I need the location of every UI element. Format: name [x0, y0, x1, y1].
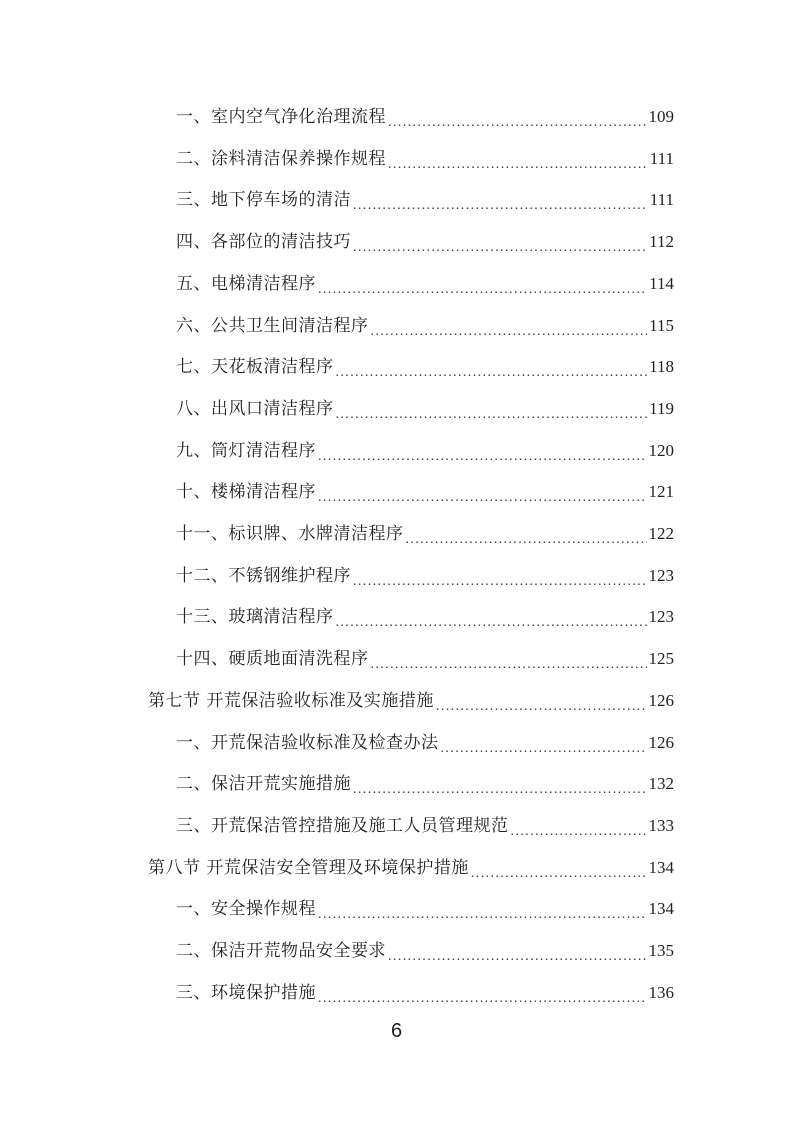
toc-entry[interactable]: [176, 388, 674, 430]
toc-entry-title: 第七节 开荒保洁验收标准及实施措施: [148, 690, 434, 711]
dot-leader: [388, 96, 647, 138]
dot-leader: [336, 596, 647, 638]
toc-entry-title: 二、涂料清洁保养操作规程: [176, 148, 386, 169]
dot-leader: [406, 513, 647, 555]
toc-entry-page: 123: [648, 565, 674, 585]
dot-leader: [336, 346, 648, 388]
toc-section-entry[interactable]: [148, 680, 674, 722]
toc-entry-title: 五、电梯清洁程序: [176, 273, 316, 294]
dot-leader: [388, 930, 647, 972]
toc-entry-title: 六、公共卫生间清洁程序: [176, 315, 369, 336]
dot-leader: [471, 847, 647, 889]
toc-entry[interactable]: [176, 722, 674, 764]
toc-entry-title: 三、地下停车场的清洁: [176, 190, 351, 211]
toc-entry-page: 135: [648, 941, 674, 960]
dot-leader: [318, 263, 647, 305]
dot-leader: [318, 430, 647, 472]
toc-entry[interactable]: [176, 596, 674, 638]
toc-entry[interactable]: [176, 430, 674, 472]
toc-entry-page: 134: [648, 899, 674, 919]
dot-leader: [511, 805, 647, 847]
toc-entry-page: 125: [648, 649, 674, 669]
toc-entry-title: 一、安全操作规程: [176, 899, 316, 920]
toc-entry-page: 115: [649, 315, 674, 335]
toc-entry[interactable]: [176, 138, 674, 180]
toc-entry-title: 三、环境保护措施: [176, 982, 316, 1003]
toc-entry-title: 七、天花板清洁程序: [176, 357, 334, 378]
dot-leader: [318, 471, 647, 513]
toc-entry[interactable]: [176, 888, 674, 930]
toc-entry[interactable]: [176, 346, 674, 388]
dot-leader: [318, 972, 647, 1014]
toc-entry-title: 第八节 开荒保洁安全管理及环境保护措施: [148, 857, 469, 878]
dot-leader: [353, 763, 647, 805]
toc-entry-title: 十二、不锈钢维护程序: [176, 565, 351, 586]
toc-entry-page: 132: [648, 774, 674, 794]
toc-entry[interactable]: [176, 972, 674, 1014]
toc-entry-title: 十四、硬质地面清洗程序: [176, 649, 369, 670]
dot-leader: [318, 888, 647, 930]
toc-entry-page: 114: [649, 273, 674, 293]
toc-entry-title: 十三、玻璃清洁程序: [176, 607, 334, 628]
toc-entry-title: 十、楼梯清洁程序: [176, 482, 316, 503]
toc-entry-page: 119: [649, 398, 674, 418]
toc-entry-page: 126: [648, 690, 674, 710]
dot-leader: [441, 722, 647, 764]
toc-entry-page: 126: [648, 732, 674, 752]
toc-entry-page: 134: [648, 857, 674, 877]
dot-leader: [388, 138, 648, 180]
toc-entry[interactable]: [176, 555, 674, 597]
toc-entry-page: 120: [648, 440, 674, 460]
toc-entry-page: 133: [648, 815, 674, 835]
toc-entry-page: 136: [648, 982, 674, 1002]
toc-entry[interactable]: [176, 805, 674, 847]
toc-entry-title: 四、各部位的清洁技巧: [176, 232, 351, 253]
toc-entry-page: 109: [648, 107, 674, 126]
toc-entry-title: 二、保洁开荒实施措施: [176, 774, 351, 795]
page-number: 6: [390, 1020, 403, 1042]
dot-leader: [436, 680, 647, 722]
toc-entry-page: 123: [648, 607, 674, 627]
toc-entry-title: 一、室内空气净化治理流程: [176, 107, 386, 127]
dot-leader: [371, 305, 648, 347]
dot-leader: [353, 179, 648, 221]
toc-entry-title: 二、保洁开荒物品安全要求: [176, 941, 386, 961]
toc-entry-page: 121: [648, 482, 674, 502]
toc-entry[interactable]: [176, 221, 674, 263]
toc-entry-title: 九、筒灯清洁程序: [176, 440, 316, 461]
toc-entry[interactable]: [176, 471, 674, 513]
toc-entry-page: 111: [649, 148, 674, 168]
dot-leader: [353, 555, 647, 597]
toc-section-entry[interactable]: [148, 847, 674, 889]
toc-entry-title: 一、开荒保洁验收标准及检查办法: [176, 732, 439, 753]
toc-entry-title: 十一、标识牌、水牌清洁程序: [176, 524, 404, 544]
toc-entry[interactable]: [176, 513, 674, 555]
dot-leader: [371, 638, 647, 680]
toc-entry-title: 八、出风口清洁程序: [176, 398, 334, 419]
toc-entry[interactable]: [176, 179, 674, 221]
toc-entry[interactable]: [176, 930, 674, 972]
toc-entry-title: 三、开荒保洁管控措施及施工人员管理规范: [176, 815, 509, 836]
toc-entry-page: 122: [648, 524, 674, 543]
dot-leader: [336, 388, 648, 430]
toc-entry-page: 111: [649, 190, 674, 210]
toc-entry[interactable]: [176, 305, 674, 347]
toc-entry-page: 118: [649, 357, 674, 377]
toc-entry[interactable]: [176, 263, 674, 305]
dot-leader: [353, 221, 647, 263]
toc-entry[interactable]: [176, 96, 674, 138]
toc-entry[interactable]: [176, 763, 674, 805]
toc-entry-page: 112: [649, 232, 674, 252]
toc-entry[interactable]: [176, 638, 674, 680]
